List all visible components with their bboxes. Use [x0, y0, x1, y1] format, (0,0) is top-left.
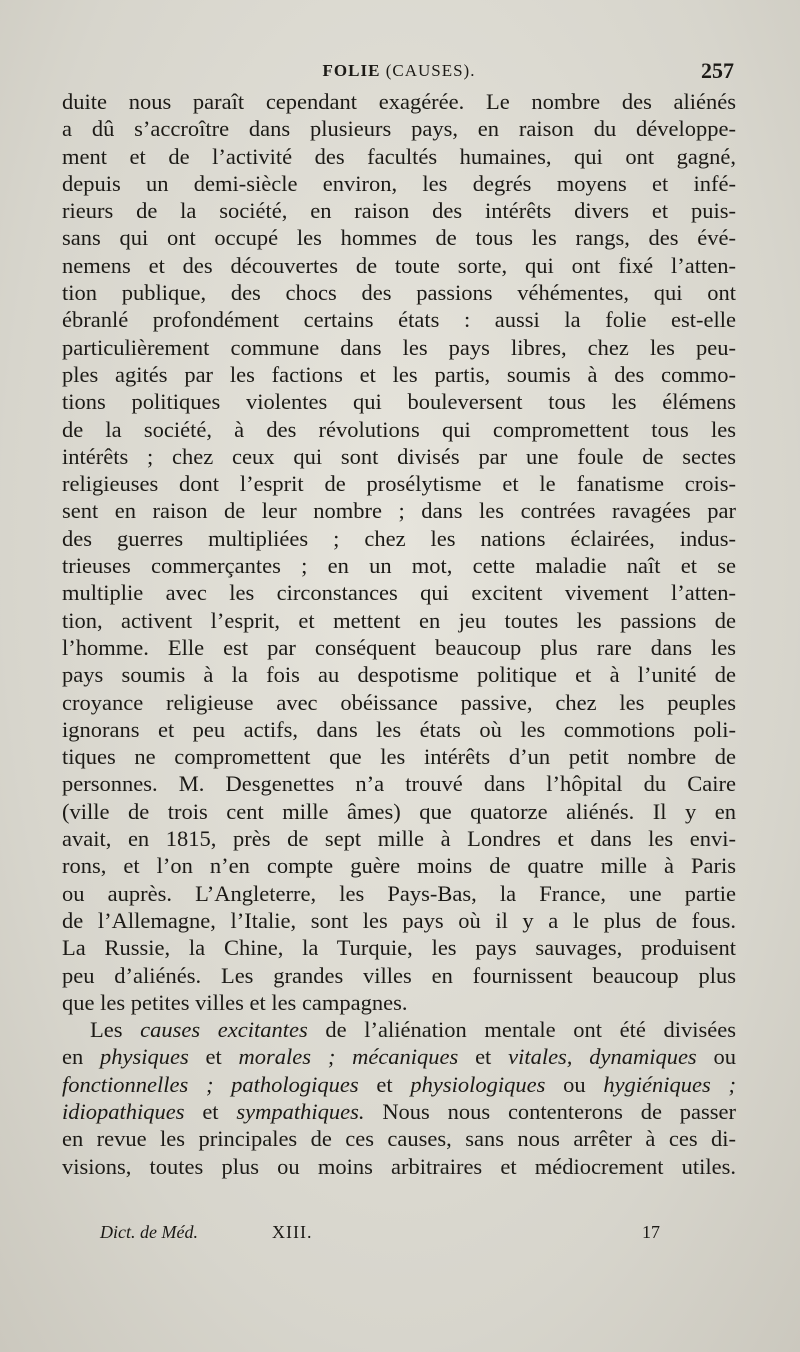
text-run: ou [545, 1071, 604, 1097]
italic-term: physiques [100, 1044, 189, 1070]
text-line: ébranlé profondément certains états : aussi la folie est-elle [62, 307, 736, 333]
text-line [62, 1043, 736, 1070]
italic-term: causes excitantes [140, 1017, 308, 1043]
text-run: en [62, 1044, 101, 1070]
italic-term: physiologiques [410, 1071, 546, 1097]
body-text [62, 88, 736, 1180]
italic-term: fonctionnelles ; pathologiques [62, 1071, 359, 1097]
text-line: avait, en 1815, près de sept mille à Londres et dans les envi- [62, 826, 736, 852]
page-footer [100, 1222, 660, 1250]
paragraph-1 [62, 88, 736, 1016]
volume-number: XIII. [272, 1222, 313, 1242]
text-line: duite nous paraît cependant exagérée. Le nombre des aliénés [62, 89, 736, 114]
text-line: depuis un demi-siècle environ, les degrés moyens et infé- [62, 170, 736, 196]
text-line: sent en raison de leur nombre ; dans les contrées ravagées par [62, 498, 736, 524]
text-line: ou auprès. L’Angleterre, les Pays-Bas, la France, une partie [62, 880, 736, 906]
text-line: a dû s’accroître dans plusieurs pays, en raison du développe- [62, 116, 736, 142]
text-run: ou [696, 1044, 736, 1070]
text-line [62, 1098, 736, 1125]
page-header [64, 58, 734, 88]
text-line: ment et de l’activité des facultés humaines, qui ont gagné, [62, 143, 736, 169]
text-line: l’homme. Elle est par conséquent beaucoup plus rare dans les [62, 634, 736, 660]
text-line: visions, toutes plus ou moins arbitraires et médiocrement utiles. [62, 1153, 736, 1179]
text-line: La Russie, la Chine, la Turquie, les pays sauvages, produisent [62, 935, 736, 961]
text-line: ignorans et peu actifs, dans les états où les commotions poli- [62, 716, 736, 742]
paragraph-2 [62, 1016, 736, 1180]
italic-term: hygiéniques ; [603, 1071, 736, 1097]
text-run: et [458, 1044, 509, 1070]
text-line: nemens et des découvertes de toute sorte, qui ont fixé l’atten- [62, 252, 736, 278]
text-run: et [188, 1044, 239, 1070]
text-line: tion publique, des chocs des passions véhémentes, qui ont [62, 280, 736, 306]
text-line: rons, et l’on n’en compte guère moins de quatre mille à Paris [62, 853, 736, 879]
text-line: multiplie avec les circonstances qui excitent vivement l’atten- [62, 580, 736, 606]
text-run: et [184, 1098, 237, 1124]
italic-term: idiopathiques [62, 1098, 185, 1124]
italic-term: vitales, dynamiques [508, 1044, 697, 1070]
running-head-subtitle: (CAUSES). [385, 61, 476, 80]
text-line: de l’Allemagne, l’Italie, sont les pays où il y a le plus de fous. [62, 907, 736, 933]
text-line: ples agités par les factions et les partis, soumis à des commo- [62, 361, 736, 387]
text-line: personnes. M. Desgenettes n’a trouvé dans l’hôpital du Caire [62, 771, 736, 797]
page-number: 257 [701, 58, 734, 83]
text-line: des guerres multipliées ; chez les nations éclairées, indus- [62, 525, 736, 551]
text-line: sans qui ont occupé les hommes de tous les rangs, des évé- [62, 225, 736, 251]
italic-term: morales ; mécaniques [238, 1044, 459, 1070]
text-line: tion, activent l’esprit, et mettent en jeu toutes les passions de [62, 607, 736, 633]
text-line: intérêts ; chez ceux qui sont divisés par une foule de sectes [62, 443, 736, 469]
text-line [62, 1016, 736, 1043]
text-line: en revue les principales de ces causes, sans nous arrêter à ces di- [62, 1126, 736, 1152]
text-line: peu d’aliénés. Les grandes villes en fournissent beaucoup plus [62, 962, 736, 988]
text-line: religieuses dont l’esprit de prosélytisme et le fanatisme crois- [62, 471, 736, 497]
text-line: de la société, à des révolutions qui compromettent tous les [62, 416, 736, 442]
text-run: Les [90, 1017, 141, 1043]
text-line: rieurs de la société, en raison des intérêts divers et puis- [62, 198, 736, 224]
sheet-number: 17 [642, 1222, 660, 1242]
text-line: tiques ne compromettent que les intérêts d’un petit nombre de [62, 744, 736, 770]
text-run: Nous nous contenterons de passer [364, 1098, 736, 1124]
printer-signature: Dict. de Méd. [100, 1222, 198, 1242]
text-line [62, 1071, 736, 1098]
text-line: que les petites villes et les campagnes. [62, 989, 408, 1015]
text-run: de l’aliénation mentale ont été divisées [307, 1017, 736, 1043]
text-run: et [358, 1071, 411, 1097]
italic-term: sympathiques. [236, 1098, 365, 1124]
running-head-title: FOLIE [322, 61, 381, 80]
text-line: (ville de trois cent mille âmes) que quatorze aliénés. Il y en [62, 798, 736, 824]
text-line: pays soumis à la fois au despotisme politique et à l’unité de [62, 662, 736, 688]
text-line: trieuses commerçantes ; en un mot, cette maladie naît et se [62, 553, 736, 579]
text-line: croyance religieuse avec obéissance passive, chez les peuples [62, 689, 736, 715]
running-head [64, 61, 734, 81]
text-line: particulièrement commune dans les pays libres, chez les peu- [62, 334, 736, 360]
text-line: tions politiques violentes qui bouleversent tous les élémens [62, 389, 736, 415]
